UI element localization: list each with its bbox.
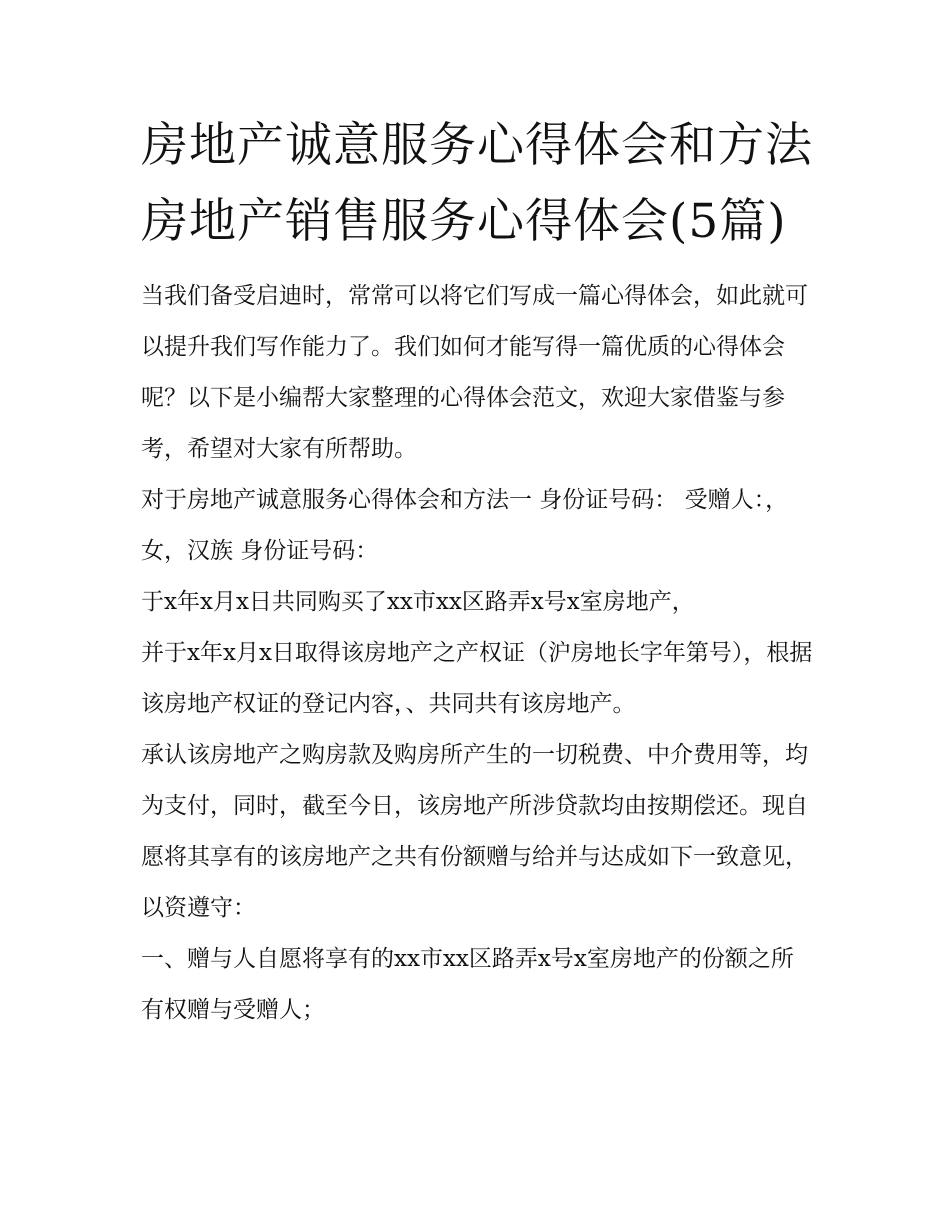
paragraph-clause-one: 一、赠与人自愿将享有的xx市xx区路弄x号x室房地产的份额之所有权赠与受赠人； [141,946,794,1023]
paragraph-acknowledgement: 承认该房地产之购房款及购房所产生的一切税费、中介费用等，均为支付，同时，截至今日，该房地产所涉贷款均由按期偿还。现自愿将其享有的该房地产之共有份额赠与给并与达成如下一致意见，以资遵守： [141,742,808,921]
document-body [141,271,813,1036]
document-title: 房地产诚意服务心得体会和方法 房地产销售服务心得体会(5篇) [141,118,813,249]
paragraph-intro: 当我们备受启迪时，常常可以将它们写成一篇心得体会，如此就可以提升我们写作能力了。我们如何才能写得一篇优质的心得体会呢？以下是小编帮大家整理的心得体会范文，欢迎大家借鉴与参考，希望对大家有所帮助。 [141,283,808,462]
document-page [141,108,813,1036]
paragraph-section-one-heading: 对于房地产诚意服务心得体会和方法一 身份证号码： 受赠人：，女，汉族 身份证号码： [141,487,789,564]
paragraph-title-certificate: 并于x年x月x日取得该房地产之产权证（沪房地长字年第号），根据该房地产权证的登记内容，、共同共有该房地产。 [141,640,813,717]
paragraph-purchase: 于x年x月x日共同购买了xx市xx区路弄x号x室房地产， [141,589,695,615]
